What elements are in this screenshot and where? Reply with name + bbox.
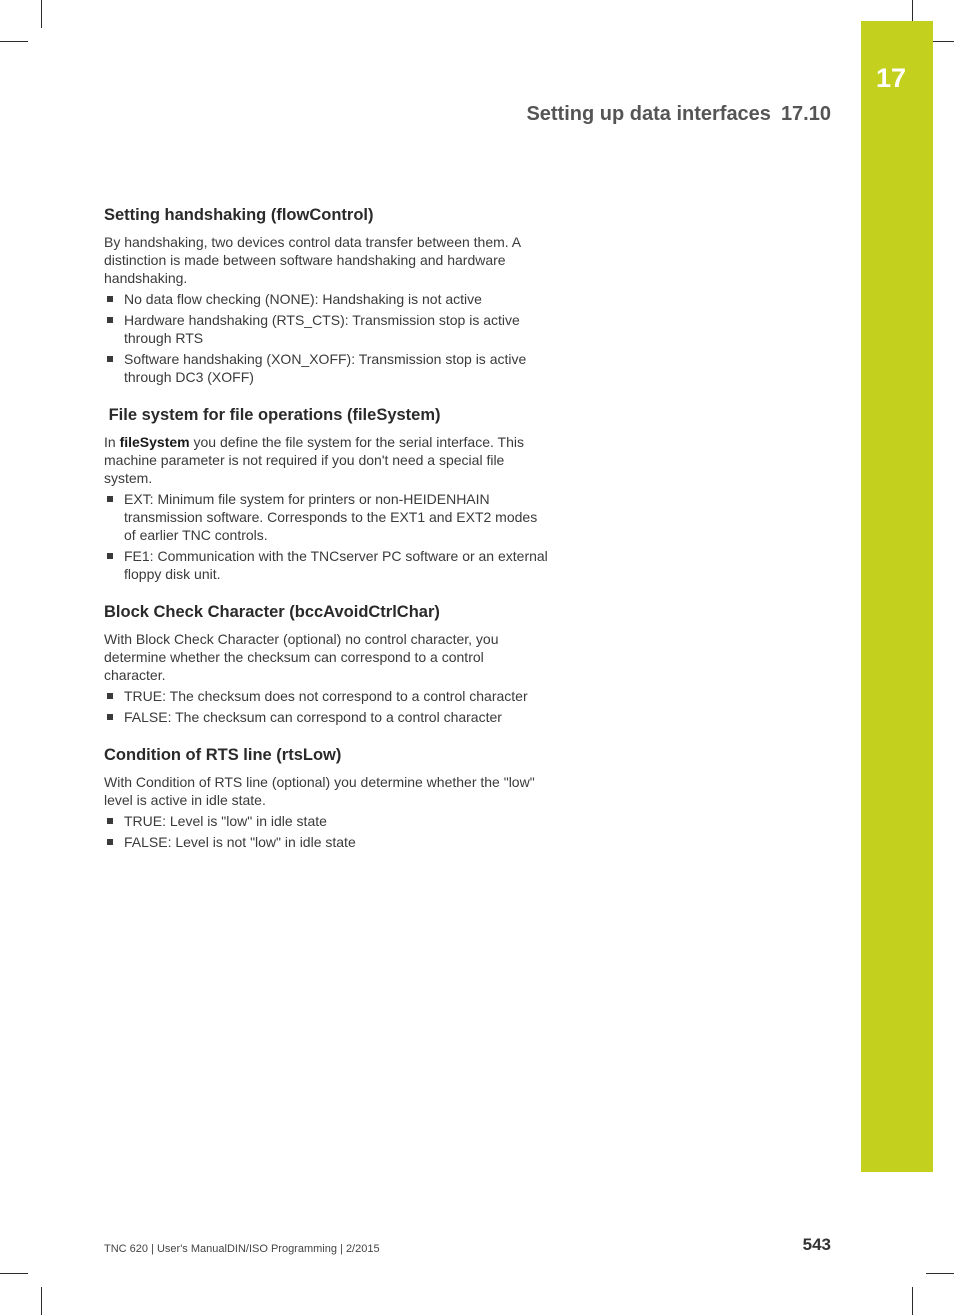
crop-mark bbox=[41, 0, 42, 28]
square-bullet-icon bbox=[107, 317, 113, 323]
list-item-text: FE1: Communication with the TNCserver PC software or an external floppy disk unit. bbox=[124, 548, 548, 582]
main-content bbox=[104, 204, 549, 851]
list-item bbox=[104, 833, 549, 851]
section-block-check-character bbox=[104, 601, 549, 726]
list-item-text: TRUE: The checksum does not correspond to a control character bbox=[124, 688, 528, 704]
list-item-text: FALSE: Level is not "low" in idle state bbox=[124, 834, 356, 850]
square-bullet-icon bbox=[107, 356, 113, 362]
list-item bbox=[104, 490, 549, 544]
section-heading: File system for file operations (fileSystem) bbox=[104, 406, 441, 424]
chapter-number: 17 bbox=[875, 63, 907, 93]
paragraph-prefix: In bbox=[104, 434, 120, 450]
list-item bbox=[104, 311, 549, 347]
crop-mark bbox=[912, 1287, 913, 1315]
chapter-tab bbox=[861, 21, 933, 1172]
square-bullet-icon bbox=[107, 496, 113, 502]
list-item-text: Software handshaking (XON_XOFF): Transmission stop is active through DC3 (XOFF) bbox=[124, 351, 527, 385]
list-item bbox=[104, 290, 549, 308]
bullet-list bbox=[104, 290, 549, 386]
section-heading: Setting handshaking (flowControl) bbox=[104, 206, 374, 224]
paragraph-rest: you define the file system for the serial interface. This machine parameter is not required if you don't need a special file system. bbox=[104, 434, 524, 486]
running-header-section: 17.10 bbox=[780, 103, 831, 125]
list-item-text: No data flow checking (NONE): Handshaking is not active bbox=[124, 291, 482, 307]
list-item-text: TRUE: Level is "low" in idle state bbox=[124, 813, 327, 829]
list-item bbox=[104, 350, 549, 386]
section-paragraph: With Block Check Character (optional) no control character, you determine whether the checksum can correspond to a control character. bbox=[104, 631, 499, 683]
list-item-text: EXT: Minimum file system for printers or non-HEIDENHAIN transmission software. Corresponds to the EXT1 and EXT2 modes of earlier TNC controls. bbox=[124, 491, 538, 543]
list-item bbox=[104, 708, 549, 726]
parameter-name: fileSystem bbox=[119, 434, 190, 450]
page-number: 543 bbox=[802, 1235, 831, 1254]
list-item-text: FALSE: The checksum can correspond to a control character bbox=[124, 709, 502, 725]
crop-mark bbox=[0, 1273, 28, 1274]
bullet-list bbox=[104, 687, 549, 726]
list-item bbox=[104, 812, 549, 830]
bullet-list bbox=[104, 490, 549, 583]
section-rts-line bbox=[104, 744, 549, 851]
list-item bbox=[104, 687, 549, 705]
square-bullet-icon bbox=[107, 296, 113, 302]
square-bullet-icon bbox=[107, 818, 113, 824]
section-paragraph: By handshaking, two devices control data transfer between them. A distinction is made between software handshaking and hardware handshaking. bbox=[104, 234, 521, 286]
square-bullet-icon bbox=[107, 714, 113, 720]
section-file-system bbox=[104, 404, 549, 583]
square-bullet-icon bbox=[107, 553, 113, 559]
crop-mark bbox=[0, 41, 28, 42]
section-heading: Block Check Character (bccAvoidCtrlChar) bbox=[104, 603, 440, 621]
bullet-list bbox=[104, 812, 549, 851]
list-item-text: Hardware handshaking (RTS_CTS): Transmission stop is active through RTS bbox=[124, 312, 520, 346]
section-flow-control bbox=[104, 204, 549, 386]
running-header bbox=[526, 103, 831, 126]
crop-mark bbox=[926, 1273, 954, 1274]
footer-text: TNC 620 | User's ManualDIN/ISO Programming | 2/2015 bbox=[104, 1243, 380, 1255]
running-header-title: Setting up data interfaces bbox=[526, 103, 771, 125]
crop-mark bbox=[41, 1287, 42, 1315]
section-paragraph: With Condition of RTS line (optional) you determine whether the "low" level is active in idle state. bbox=[104, 774, 535, 808]
section-paragraph bbox=[104, 433, 549, 487]
square-bullet-icon bbox=[107, 693, 113, 699]
section-heading: Condition of RTS line (rtsLow) bbox=[104, 746, 342, 764]
list-item bbox=[104, 547, 549, 583]
square-bullet-icon bbox=[107, 839, 113, 845]
